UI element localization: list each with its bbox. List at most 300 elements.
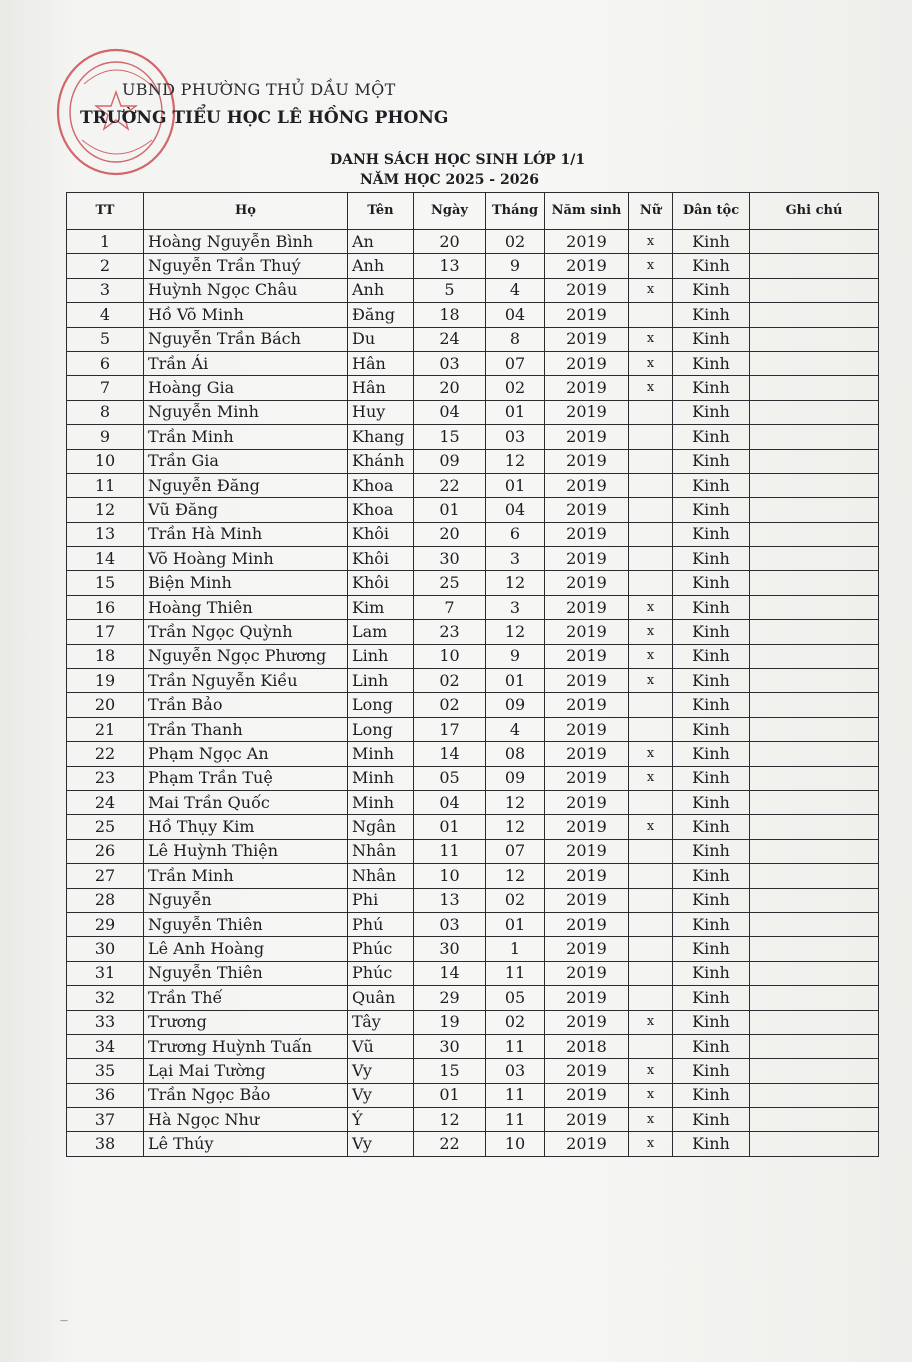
birth-month: 12 xyxy=(486,449,545,473)
student-surname: Trần Bảo xyxy=(144,693,348,717)
birth-year: 2019 xyxy=(545,912,629,936)
female-mark xyxy=(629,425,673,449)
table-row xyxy=(67,1108,879,1132)
birth-month: 1 xyxy=(486,937,545,961)
birth-month: 9 xyxy=(486,254,545,278)
student-surname: Nguyễn xyxy=(144,888,348,912)
student-surname: Phạm Ngọc An xyxy=(144,742,348,766)
ethnicity: Kinh xyxy=(673,278,750,302)
row-number: 23 xyxy=(67,766,144,790)
table-row xyxy=(67,327,879,351)
row-number: 8 xyxy=(67,400,144,424)
ethnicity: Kinh xyxy=(673,522,750,546)
birth-day: 13 xyxy=(414,254,486,278)
student-given-name: Kim xyxy=(348,595,414,619)
ethnicity: Kinh xyxy=(673,766,750,790)
table-row xyxy=(67,644,879,668)
table-row xyxy=(67,1010,879,1034)
student-given-name: Hân xyxy=(348,376,414,400)
list-title: DANH SÁCH HỌC SINH LỚP 1/1 xyxy=(330,152,586,168)
row-number: 28 xyxy=(67,888,144,912)
table-row xyxy=(67,498,879,522)
ethnicity: Kinh xyxy=(673,425,750,449)
ethnicity: Kinh xyxy=(673,1132,750,1156)
student-surname: Trần Nguyễn Kiều xyxy=(144,669,348,693)
female-mark xyxy=(629,888,673,912)
page-mark: — xyxy=(60,1316,68,1325)
student-given-name: Đăng xyxy=(348,303,414,327)
student-surname: Hoàng Nguyễn Bình xyxy=(144,230,348,254)
ethnicity: Kinh xyxy=(673,1010,750,1034)
student-surname: Trần Thanh xyxy=(144,717,348,741)
student-given-name: Tây xyxy=(348,1010,414,1034)
birth-year: 2019 xyxy=(545,693,629,717)
student-surname: Lại Mai Tường xyxy=(144,1059,348,1083)
ethnicity: Kinh xyxy=(673,595,750,619)
birth-month: 10 xyxy=(486,1132,545,1156)
birth-day: 20 xyxy=(414,522,486,546)
birth-month: 11 xyxy=(486,1108,545,1132)
row-number: 38 xyxy=(67,1132,144,1156)
birth-year: 2019 xyxy=(545,278,629,302)
ethnicity: Kinh xyxy=(673,547,750,571)
note xyxy=(750,351,879,375)
birth-year: 2019 xyxy=(545,254,629,278)
student-surname: Phạm Trần Tuệ xyxy=(144,766,348,790)
birth-month: 8 xyxy=(486,327,545,351)
row-number: 31 xyxy=(67,961,144,985)
table-row xyxy=(67,742,879,766)
birth-year: 2019 xyxy=(545,351,629,375)
note xyxy=(750,644,879,668)
table-row xyxy=(67,961,879,985)
birth-day: 11 xyxy=(414,839,486,863)
birth-year: 2019 xyxy=(545,815,629,839)
table-row xyxy=(67,864,879,888)
row-number: 22 xyxy=(67,742,144,766)
table-row xyxy=(67,230,879,254)
birth-month: 12 xyxy=(486,571,545,595)
student-surname: Trần Ái xyxy=(144,351,348,375)
student-surname: Lê Anh Hoàng xyxy=(144,937,348,961)
note xyxy=(750,498,879,522)
birth-day: 03 xyxy=(414,351,486,375)
student-surname: Nguyễn Minh xyxy=(144,400,348,424)
birth-year: 2019 xyxy=(545,327,629,351)
birth-year: 2019 xyxy=(545,937,629,961)
female-mark: x xyxy=(629,1059,673,1083)
student-surname: Trương xyxy=(144,1010,348,1034)
birth-year: 2019 xyxy=(545,620,629,644)
note xyxy=(750,278,879,302)
table-row xyxy=(67,766,879,790)
ethnicity: Kinh xyxy=(673,230,750,254)
col-header-nam-sinh: Năm sinh xyxy=(545,193,629,230)
birth-year: 2019 xyxy=(545,742,629,766)
birth-year: 2019 xyxy=(545,595,629,619)
birth-year: 2019 xyxy=(545,1010,629,1034)
table-row xyxy=(67,376,879,400)
female-mark: x xyxy=(629,254,673,278)
note xyxy=(750,961,879,985)
ethnicity: Kinh xyxy=(673,400,750,424)
birth-day: 02 xyxy=(414,693,486,717)
student-given-name: Anh xyxy=(348,278,414,302)
female-mark xyxy=(629,986,673,1010)
row-number: 20 xyxy=(67,693,144,717)
student-given-name: Linh xyxy=(348,669,414,693)
note xyxy=(750,1059,879,1083)
female-mark xyxy=(629,937,673,961)
birth-month: 12 xyxy=(486,815,545,839)
female-mark: x xyxy=(629,620,673,644)
birth-day: 23 xyxy=(414,620,486,644)
birth-month: 4 xyxy=(486,278,545,302)
note xyxy=(750,1083,879,1107)
birth-month: 4 xyxy=(486,717,545,741)
birth-day: 18 xyxy=(414,303,486,327)
birth-month: 6 xyxy=(486,522,545,546)
birth-month: 12 xyxy=(486,790,545,814)
birth-day: 15 xyxy=(414,425,486,449)
student-given-name: Khôi xyxy=(348,522,414,546)
student-given-name: Khánh xyxy=(348,449,414,473)
student-given-name: Phúc xyxy=(348,937,414,961)
row-number: 14 xyxy=(67,547,144,571)
ethnicity: Kinh xyxy=(673,644,750,668)
row-number: 4 xyxy=(67,303,144,327)
female-mark xyxy=(629,449,673,473)
birth-month: 12 xyxy=(486,620,545,644)
birth-day: 22 xyxy=(414,1132,486,1156)
student-given-name: Khôi xyxy=(348,571,414,595)
col-header-thang: Tháng xyxy=(486,193,545,230)
female-mark xyxy=(629,498,673,522)
student-surname: Nguyễn Đăng xyxy=(144,473,348,497)
birth-month: 12 xyxy=(486,864,545,888)
birth-day: 29 xyxy=(414,986,486,1010)
row-number: 33 xyxy=(67,1010,144,1034)
female-mark xyxy=(629,400,673,424)
ethnicity: Kinh xyxy=(673,376,750,400)
female-mark xyxy=(629,473,673,497)
birth-month: 03 xyxy=(486,425,545,449)
birth-month: 03 xyxy=(486,1059,545,1083)
birth-month: 09 xyxy=(486,693,545,717)
student-given-name: Linh xyxy=(348,644,414,668)
row-number: 7 xyxy=(67,376,144,400)
student-surname: Trần Hà Minh xyxy=(144,522,348,546)
ethnicity: Kinh xyxy=(673,1083,750,1107)
birth-year: 2019 xyxy=(545,473,629,497)
birth-month: 04 xyxy=(486,498,545,522)
birth-year: 2019 xyxy=(545,449,629,473)
row-number: 37 xyxy=(67,1108,144,1132)
female-mark xyxy=(629,1034,673,1058)
table-row xyxy=(67,400,879,424)
female-mark xyxy=(629,961,673,985)
birth-year: 2019 xyxy=(545,230,629,254)
student-surname: Nguyễn Thiên xyxy=(144,961,348,985)
ethnicity: Kinh xyxy=(673,327,750,351)
row-number: 9 xyxy=(67,425,144,449)
student-given-name: Minh xyxy=(348,790,414,814)
student-surname: Trần Ngọc Bảo xyxy=(144,1083,348,1107)
student-given-name: Long xyxy=(348,693,414,717)
table-row xyxy=(67,351,879,375)
birth-year: 2019 xyxy=(545,522,629,546)
student-given-name: Ý xyxy=(348,1108,414,1132)
school-year: NĂM HỌC 2025 - 2026 xyxy=(360,172,539,188)
note xyxy=(750,693,879,717)
ethnicity: Kinh xyxy=(673,1034,750,1058)
ethnicity: Kinh xyxy=(673,790,750,814)
table-row xyxy=(67,1059,879,1083)
birth-day: 04 xyxy=(414,400,486,424)
student-given-name: Minh xyxy=(348,766,414,790)
female-mark xyxy=(629,547,673,571)
table-row xyxy=(67,1083,879,1107)
female-mark xyxy=(629,790,673,814)
row-number: 1 xyxy=(67,230,144,254)
table-row xyxy=(67,693,879,717)
student-given-name: Khang xyxy=(348,425,414,449)
student-given-name: Phúc xyxy=(348,961,414,985)
col-header-dan-toc: Dân tộc xyxy=(673,193,750,230)
col-header-ho: Họ xyxy=(144,193,348,230)
table-row xyxy=(67,571,879,595)
note xyxy=(750,254,879,278)
student-surname: Trần Ngọc Quỳnh xyxy=(144,620,348,644)
row-number: 15 xyxy=(67,571,144,595)
row-number: 29 xyxy=(67,912,144,936)
row-number: 17 xyxy=(67,620,144,644)
row-number: 36 xyxy=(67,1083,144,1107)
note xyxy=(750,1108,879,1132)
note xyxy=(750,571,879,595)
student-surname: Hồ Võ Minh xyxy=(144,303,348,327)
female-mark xyxy=(629,864,673,888)
birth-day: 22 xyxy=(414,473,486,497)
birth-day: 7 xyxy=(414,595,486,619)
birth-year: 2019 xyxy=(545,888,629,912)
ethnicity: Kinh xyxy=(673,839,750,863)
note xyxy=(750,1132,879,1156)
table-row xyxy=(67,425,879,449)
row-number: 35 xyxy=(67,1059,144,1083)
female-mark xyxy=(629,303,673,327)
student-given-name: Lam xyxy=(348,620,414,644)
ethnicity: Kinh xyxy=(673,1059,750,1083)
birth-year: 2019 xyxy=(545,1083,629,1107)
row-number: 16 xyxy=(67,595,144,619)
female-mark: x xyxy=(629,1132,673,1156)
birth-day: 13 xyxy=(414,888,486,912)
row-number: 18 xyxy=(67,644,144,668)
ethnicity: Kinh xyxy=(673,717,750,741)
row-number: 12 xyxy=(67,498,144,522)
note xyxy=(750,425,879,449)
birth-day: 24 xyxy=(414,327,486,351)
student-given-name: Long xyxy=(348,717,414,741)
roster-body xyxy=(67,230,879,1157)
birth-month: 01 xyxy=(486,669,545,693)
birth-year: 2019 xyxy=(545,498,629,522)
student-surname: Nguyễn Thiên xyxy=(144,912,348,936)
table-row xyxy=(67,1034,879,1058)
ethnicity: Kinh xyxy=(673,1108,750,1132)
student-surname: Trần Gia xyxy=(144,449,348,473)
ethnicity: Kinh xyxy=(673,742,750,766)
note xyxy=(750,937,879,961)
birth-month: 01 xyxy=(486,473,545,497)
student-given-name: Vũ xyxy=(348,1034,414,1058)
female-mark: x xyxy=(629,595,673,619)
female-mark xyxy=(629,693,673,717)
birth-year: 2019 xyxy=(545,1108,629,1132)
birth-month: 04 xyxy=(486,303,545,327)
birth-year: 2019 xyxy=(545,961,629,985)
student-surname: Nguyễn Trần Thuý xyxy=(144,254,348,278)
ethnicity: Kinh xyxy=(673,254,750,278)
ethnicity: Kinh xyxy=(673,351,750,375)
table-row xyxy=(67,620,879,644)
student-given-name: Phi xyxy=(348,888,414,912)
female-mark: x xyxy=(629,815,673,839)
note xyxy=(750,595,879,619)
birth-year: 2019 xyxy=(545,717,629,741)
row-number: 11 xyxy=(67,473,144,497)
ethnicity: Kinh xyxy=(673,669,750,693)
table-row xyxy=(67,669,879,693)
birth-month: 07 xyxy=(486,839,545,863)
birth-month: 02 xyxy=(486,1010,545,1034)
birth-day: 12 xyxy=(414,1108,486,1132)
student-surname: Lê Thúy xyxy=(144,1132,348,1156)
table-row xyxy=(67,449,879,473)
note xyxy=(750,790,879,814)
birth-month: 08 xyxy=(486,742,545,766)
note xyxy=(750,1010,879,1034)
table-header-row xyxy=(67,193,879,230)
birth-year: 2019 xyxy=(545,400,629,424)
ethnicity: Kinh xyxy=(673,303,750,327)
birth-day: 10 xyxy=(414,864,486,888)
ethnicity: Kinh xyxy=(673,620,750,644)
student-given-name: Phú xyxy=(348,912,414,936)
student-given-name: Ngân xyxy=(348,815,414,839)
student-given-name: Minh xyxy=(348,742,414,766)
birth-day: 17 xyxy=(414,717,486,741)
female-mark: x xyxy=(629,742,673,766)
row-number: 2 xyxy=(67,254,144,278)
row-number: 19 xyxy=(67,669,144,693)
birth-month: 11 xyxy=(486,961,545,985)
female-mark: x xyxy=(629,278,673,302)
student-given-name: An xyxy=(348,230,414,254)
col-header-ngay: Ngày xyxy=(414,193,486,230)
female-mark: x xyxy=(629,376,673,400)
authority-name: UBND PHƯỜNG THỦ DẦU MỘT xyxy=(122,80,396,99)
student-surname: Mai Trần Quốc xyxy=(144,790,348,814)
student-given-name: Huy xyxy=(348,400,414,424)
student-surname: Vũ Đăng xyxy=(144,498,348,522)
birth-year: 2019 xyxy=(545,766,629,790)
table-row xyxy=(67,547,879,571)
female-mark: x xyxy=(629,327,673,351)
birth-day: 09 xyxy=(414,449,486,473)
note xyxy=(750,766,879,790)
birth-month: 09 xyxy=(486,766,545,790)
female-mark: x xyxy=(629,1010,673,1034)
note xyxy=(750,230,879,254)
table-row xyxy=(67,717,879,741)
female-mark: x xyxy=(629,766,673,790)
birth-month: 02 xyxy=(486,376,545,400)
birth-year: 2019 xyxy=(545,839,629,863)
row-number: 32 xyxy=(67,986,144,1010)
student-given-name: Vy xyxy=(348,1083,414,1107)
female-mark xyxy=(629,571,673,595)
female-mark: x xyxy=(629,669,673,693)
row-number: 3 xyxy=(67,278,144,302)
student-given-name: Quân xyxy=(348,986,414,1010)
ethnicity: Kinh xyxy=(673,986,750,1010)
note xyxy=(750,400,879,424)
female-mark: x xyxy=(629,644,673,668)
table-row xyxy=(67,278,879,302)
student-given-name: Nhân xyxy=(348,864,414,888)
note xyxy=(750,473,879,497)
row-number: 10 xyxy=(67,449,144,473)
school-name: TRƯỜNG TIỂU HỌC LÊ HỒNG PHONG xyxy=(80,108,449,128)
col-header-ten: Tên xyxy=(348,193,414,230)
birth-day: 14 xyxy=(414,961,486,985)
female-mark: x xyxy=(629,230,673,254)
birth-day: 02 xyxy=(414,669,486,693)
note xyxy=(750,717,879,741)
birth-month: 02 xyxy=(486,888,545,912)
table-row xyxy=(67,790,879,814)
student-given-name: Khôi xyxy=(348,547,414,571)
female-mark xyxy=(629,912,673,936)
table-row xyxy=(67,912,879,936)
birth-day: 01 xyxy=(414,815,486,839)
student-surname: Trần Minh xyxy=(144,864,348,888)
birth-day: 20 xyxy=(414,230,486,254)
birth-year: 2019 xyxy=(545,986,629,1010)
birth-day: 04 xyxy=(414,790,486,814)
birth-day: 01 xyxy=(414,1083,486,1107)
birth-day: 19 xyxy=(414,1010,486,1034)
row-number: 24 xyxy=(67,790,144,814)
birth-day: 5 xyxy=(414,278,486,302)
ethnicity: Kinh xyxy=(673,693,750,717)
student-given-name: Vy xyxy=(348,1059,414,1083)
student-surname: Nguyễn Trần Bách xyxy=(144,327,348,351)
col-header-ghi-chu: Ghi chú xyxy=(750,193,879,230)
note xyxy=(750,1034,879,1058)
birth-year: 2019 xyxy=(545,790,629,814)
female-mark xyxy=(629,839,673,863)
student-given-name: Khoa xyxy=(348,473,414,497)
female-mark xyxy=(629,717,673,741)
row-number: 26 xyxy=(67,839,144,863)
ethnicity: Kinh xyxy=(673,888,750,912)
note xyxy=(750,742,879,766)
ethnicity: Kinh xyxy=(673,864,750,888)
student-surname: Hoàng Gia xyxy=(144,376,348,400)
